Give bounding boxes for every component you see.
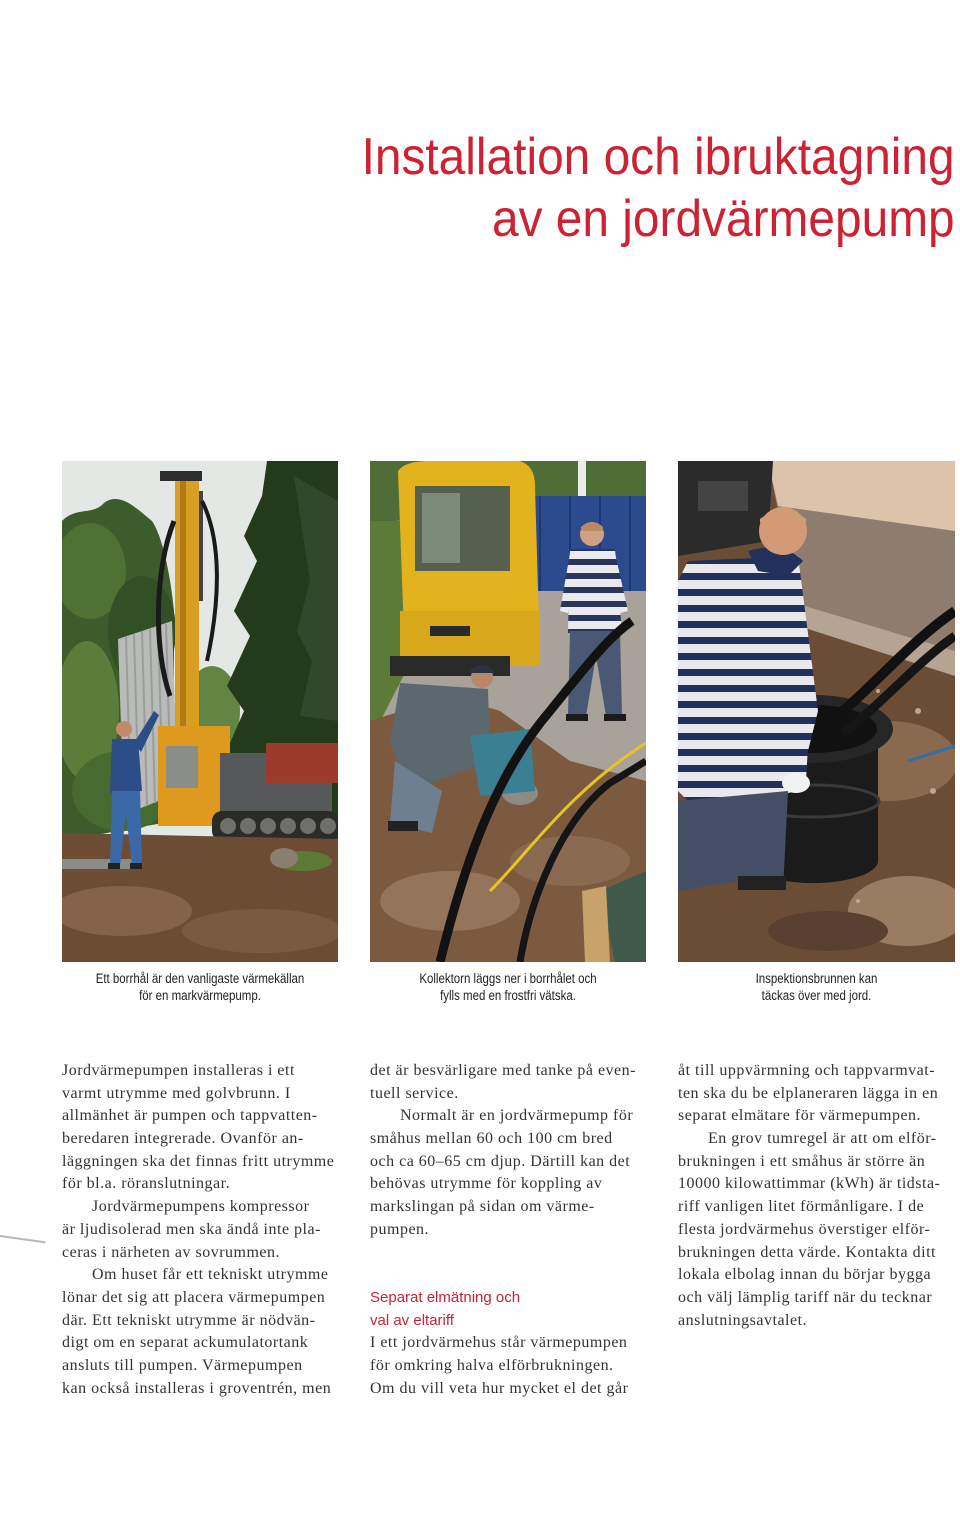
text-line: åt till uppvärmning och tappvarmvat- xyxy=(678,1062,936,1079)
caption-line: Kollektorn läggs ner i borrhålet och xyxy=(419,971,597,986)
text-line: 10000 kilowattimmar (kWh) är tidsta- xyxy=(678,1175,941,1193)
text-line: lönar det sig att placera värmepumpen xyxy=(62,1288,326,1306)
text-line: markslingan på sidan om värme- xyxy=(370,1198,595,1216)
text-line: Om huset får ett tekniskt utrymme xyxy=(92,1266,329,1284)
body-paragraph xyxy=(678,1060,958,1128)
photo-caption-well xyxy=(678,970,955,1004)
text-line: anslutningsavtalet. xyxy=(678,1311,808,1329)
text-line: ceras i närheten av sovrummen. xyxy=(62,1243,281,1261)
caption-line: fylls med en frostfri vätska. xyxy=(440,988,576,1003)
text-line: är ljudisolerad men ska ändå inte pla- xyxy=(62,1220,321,1238)
text-line: och välj lämplig tariff när du tecknar xyxy=(678,1288,933,1306)
caption-line: Ett borrhål är den vanligaste värmekällan xyxy=(95,971,305,986)
photo-drilling-rig-image xyxy=(62,461,338,962)
text-line: Jordvärmepumpen installeras i ett xyxy=(62,1062,295,1079)
text-line: brukningen detta värde. Kontakta ditt xyxy=(678,1243,936,1261)
body-paragraph xyxy=(678,1128,958,1332)
text-line: läggningen ska det finnas fritt utrymme xyxy=(62,1152,335,1170)
photo-inspection-well-image xyxy=(678,461,955,962)
photo-caption-drilling xyxy=(62,970,338,1004)
text-line: riff vanligen litet förmånligare. I de xyxy=(678,1198,925,1216)
text-line: Separat elmätning och xyxy=(370,1288,521,1306)
body-paragraph xyxy=(62,1264,342,1400)
text-line: för bl.a. röranslutningar. xyxy=(62,1175,231,1193)
page-title-line-2: av en jordvärmepump xyxy=(492,190,955,248)
text-line: En grov tumregel är att om elför- xyxy=(708,1130,937,1148)
text-column-2 xyxy=(370,1060,650,1400)
text-line: varmt utrymme med golvbrunn. I xyxy=(62,1084,291,1102)
text-line: I ett jordvärmehus står värmepumpen xyxy=(370,1334,628,1352)
text-line: lokala elbolag innan du börjar bygga xyxy=(678,1266,932,1284)
text-line: Normalt är en jordvärmepump för xyxy=(400,1107,634,1125)
text-column-3 xyxy=(678,1060,958,1332)
text-line: för omkring halva elförbrukningen. xyxy=(370,1356,614,1374)
body-paragraph xyxy=(370,1105,650,1241)
text-line: ansluts till pumpen. Värmepumpen xyxy=(62,1356,303,1374)
dark-bags xyxy=(678,461,773,556)
photo-caption-collector xyxy=(370,970,646,1004)
caption-line: täckas över med jord. xyxy=(761,988,872,1003)
text-line: tuell service. xyxy=(370,1084,459,1102)
text-line: ten ska du be elplaneraren lägga in en xyxy=(678,1084,939,1102)
text-line: digt om en separat ackumulatortank xyxy=(62,1334,309,1352)
text-line: allmänhet är pumpen och tappvatten- xyxy=(62,1107,318,1125)
text-line: där. Ett tekniskt utrymme är nödvän- xyxy=(62,1311,316,1329)
text-line: Jordvärmepumpens kompressor xyxy=(92,1198,310,1216)
body-paragraph xyxy=(62,1196,342,1264)
text-line: Om du vill veta hur mycket el det går xyxy=(370,1379,629,1397)
body-paragraph xyxy=(370,1332,650,1400)
page-title-line-1: Installation och ibruktagning xyxy=(361,128,955,186)
text-line: val av eltariff xyxy=(370,1311,454,1329)
caption-line: Inspektionsbrunnen kan xyxy=(755,971,878,986)
text-line: småhus mellan 60 och 100 cm bred xyxy=(370,1130,613,1148)
text-line: behövas utrymme för koppling av xyxy=(370,1175,603,1193)
photo-collector-pipe-image xyxy=(370,461,646,962)
photo-collector-pipe xyxy=(370,461,646,962)
photo-inspection-well xyxy=(678,461,955,962)
body-paragraph xyxy=(370,1060,650,1105)
text-line: brukningen i ett småhus är större än xyxy=(678,1152,926,1170)
text-line: det är besvärligare med tanke på even- xyxy=(370,1062,636,1079)
body-paragraph xyxy=(62,1060,342,1196)
section-heading xyxy=(370,1287,650,1332)
margin-mark xyxy=(0,1235,46,1243)
excavator xyxy=(390,461,540,676)
text-column-1 xyxy=(62,1060,342,1400)
page-title xyxy=(362,126,955,250)
text-line: separat elmätare för värmepumpen. xyxy=(678,1107,922,1125)
caption-line: för en markvärmepump. xyxy=(139,988,261,1003)
text-line: och ca 60–65 cm djup. Därtill kan det xyxy=(370,1152,631,1170)
text-line: pumpen. xyxy=(370,1220,430,1238)
text-line: flesta jordvärmehus överstiger elför- xyxy=(678,1220,931,1238)
ground xyxy=(62,833,338,962)
text-line: kan också installeras i groventrén, men xyxy=(62,1379,332,1397)
photo-drilling-rig xyxy=(62,461,338,962)
text-line: beredaren integrerade. Ovanför an- xyxy=(62,1130,304,1148)
